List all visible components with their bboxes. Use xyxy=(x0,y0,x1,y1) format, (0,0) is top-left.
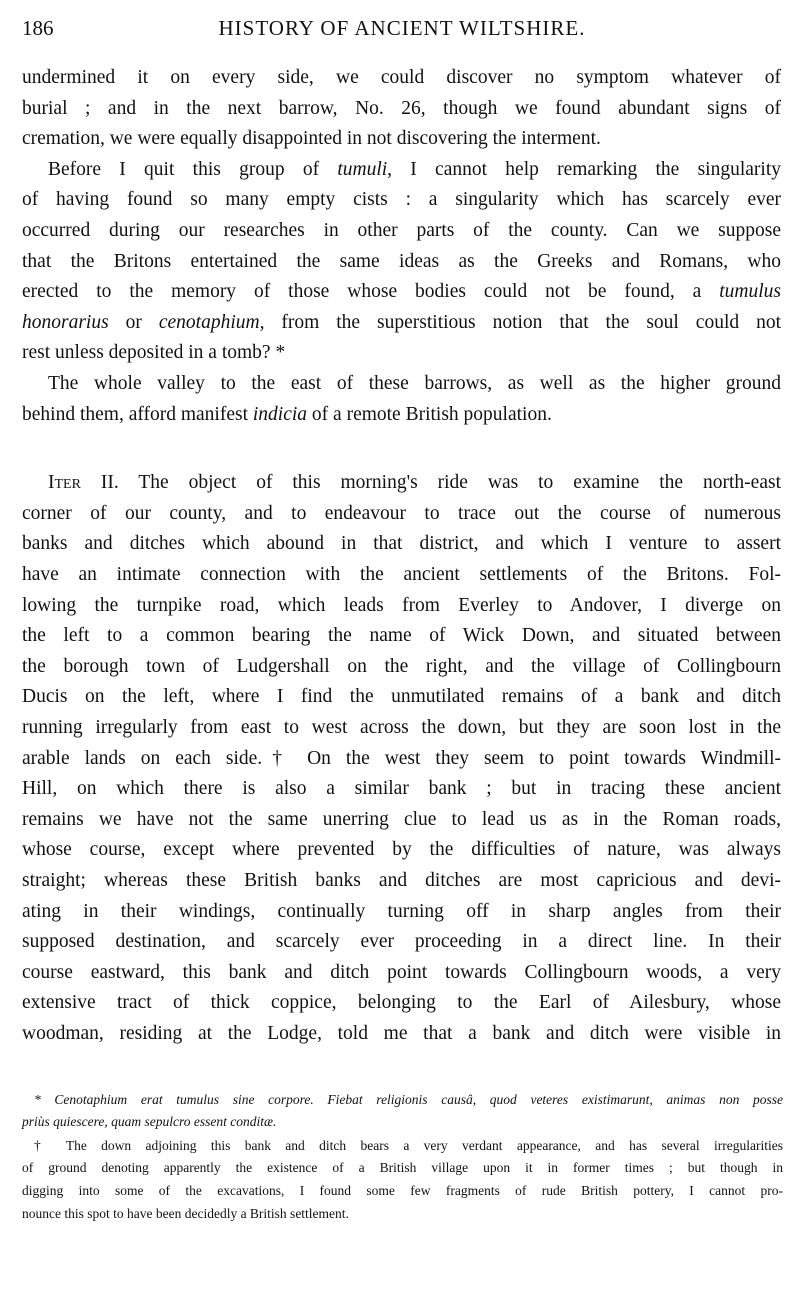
text-run: ating in their windings, continually turning off in sharp angles from their xyxy=(22,900,781,922)
text-run: that the Britons entertained the same ideas as the Greeks and Romans, who xyxy=(22,250,781,272)
text-line xyxy=(22,991,781,1015)
text-line xyxy=(22,655,781,679)
text-run: the left to a common bearing the name of Wick Down, and situated between xyxy=(22,625,781,647)
text-run: Iter II. xyxy=(48,472,119,494)
text-line xyxy=(22,900,781,924)
text-run: of having found so many empty cists : a singularity which has scarcely ever xyxy=(22,189,781,211)
footnote-line xyxy=(22,1205,783,1223)
text-line xyxy=(22,403,781,427)
text-run: of ground denoting apparently the existence of a British village upon it in former times ; but though in xyxy=(22,1160,783,1175)
text-line xyxy=(22,311,781,335)
text-run: lowing the turnpike road, which leads from Everley to Andover, I diverge on xyxy=(22,594,781,616)
text-line xyxy=(22,502,781,526)
text-run: , I cannot help remarking the singularity xyxy=(387,158,781,180)
footnote-line xyxy=(22,1159,783,1177)
text-line xyxy=(22,97,781,121)
text-run: digging into some of the excavations, I found some few fragments of rude British pottery, I cannot pro- xyxy=(22,1183,783,1198)
footnote-line xyxy=(34,1137,783,1155)
text-line xyxy=(48,372,781,396)
text-run: corner of our county, and to endeavour to trace out the course of numerous xyxy=(22,502,781,524)
page-header xyxy=(22,14,782,44)
text-run: burial ; and in the next barrow, No. 26, though we found abundant signs of xyxy=(22,97,781,119)
italic-text: tumulus xyxy=(719,281,781,303)
text-run: the borough town of Ludgershall on the right, and the village of Collingbourn xyxy=(22,655,781,677)
text-line xyxy=(22,127,781,151)
text-run: or xyxy=(108,311,159,333)
text-line xyxy=(48,158,781,182)
footnote-line xyxy=(34,1091,783,1109)
text-line xyxy=(22,250,781,274)
running-title: HISTORY OF ANCIENT WILTSHIRE. xyxy=(218,16,586,40)
text-run: cremation, we were equally disappointed in not discovering the interment. xyxy=(22,128,601,150)
text-run: erected to the memory of those whose bodies could not be found, a xyxy=(22,281,720,303)
text-run: extensive tract of thick coppice, belonging to the Earl of Ailesbury, whose xyxy=(22,992,781,1014)
text-run: straight; whereas these British banks and ditches are most capricious and devi- xyxy=(22,870,781,891)
text-line xyxy=(22,961,781,985)
text-line xyxy=(48,471,781,495)
text-run: Before I quit this group of xyxy=(48,158,338,180)
page-number: 186 xyxy=(22,16,54,40)
italic-text: indicia xyxy=(252,403,308,425)
text-line xyxy=(22,219,781,243)
italic-text: tumuli xyxy=(337,158,388,180)
italic-text: cenotaphium, xyxy=(158,311,265,333)
text-line xyxy=(22,594,781,618)
text-line xyxy=(22,563,781,587)
text-line xyxy=(22,777,781,801)
text-run: running irregularly from east to west across the down, but they are soon lost in the xyxy=(22,717,781,738)
text-line xyxy=(22,716,781,740)
italic-text: priùs quiescere, quam sepulcro essent conditæ. xyxy=(22,1114,277,1129)
text-line xyxy=(22,869,781,893)
text-line xyxy=(22,838,781,862)
footnote-line xyxy=(22,1113,783,1131)
text-run: nounce this spot to have been decidedly a British settlement. xyxy=(22,1206,349,1221)
text-line xyxy=(22,747,781,771)
text-run: of a remote British population. xyxy=(307,403,552,425)
text-run: Ducis on the left, where I find the unmutilated remains of a bank and ditch xyxy=(22,686,781,708)
text-run: remains we have not the same unerring clue to lead us as in the Roman roads, xyxy=(22,808,781,830)
text-run: course eastward, this bank and ditch point towards Collingbourn woods, a very xyxy=(22,961,781,983)
text-run: whose course, except where prevented by the difficulties of nature, was always xyxy=(22,839,781,861)
text-run: The object of this morning's ride was to examine the north-east xyxy=(118,472,781,494)
text-run: † The down adjoining this bank and ditch bears a very verdant appearance, and has several irregularities xyxy=(34,1138,783,1153)
text-line xyxy=(22,188,781,212)
text-run: undermined it on every side, we could discover no symptom whatever of xyxy=(22,67,781,88)
text-line xyxy=(22,624,781,648)
text-run: woodman, residing at the Lodge, told me that a bank and ditch were visible in xyxy=(22,1023,781,1044)
text-line xyxy=(22,341,781,365)
text-line xyxy=(22,66,781,90)
text-run: occurred during our researches in other parts of the county. Can we suppose xyxy=(22,220,781,241)
text-run: Hill, on which there is also a similar bank ; but in tracing these ancient xyxy=(22,778,781,800)
text-line xyxy=(22,808,781,832)
text-line xyxy=(22,532,781,556)
text-run: banks and ditches which abound in that district, and which I venture to assert xyxy=(22,533,781,555)
text-run: have an intimate connection with the ancient settlements of the Britons. Fol- xyxy=(22,564,781,585)
text-run: supposed destination, and scarcely ever proceeding in a direct line. In their xyxy=(22,931,781,953)
text-line xyxy=(22,685,781,709)
footnote-line xyxy=(22,1182,783,1200)
text-run: The whole valley to the east of these barrows, as well as the higher ground xyxy=(48,373,781,394)
text-run: behind them, afford manifest xyxy=(22,403,253,425)
text-line xyxy=(22,280,781,304)
text-run: arable lands on each side.† On the west they seem to point towards Windmill- xyxy=(22,747,781,769)
italic-text: honorarius xyxy=(22,311,109,333)
italic-text: * Cenotaphium erat tumulus sine corpore. Fiebat religionis causâ, quod veteres existimarunt, animas non posse xyxy=(34,1092,783,1107)
text-run: rest unless deposited in a tomb? * xyxy=(22,342,286,364)
text-line xyxy=(22,1022,781,1046)
text-run: from the superstitious notion that the soul could not xyxy=(264,311,781,333)
text-line xyxy=(22,930,781,954)
